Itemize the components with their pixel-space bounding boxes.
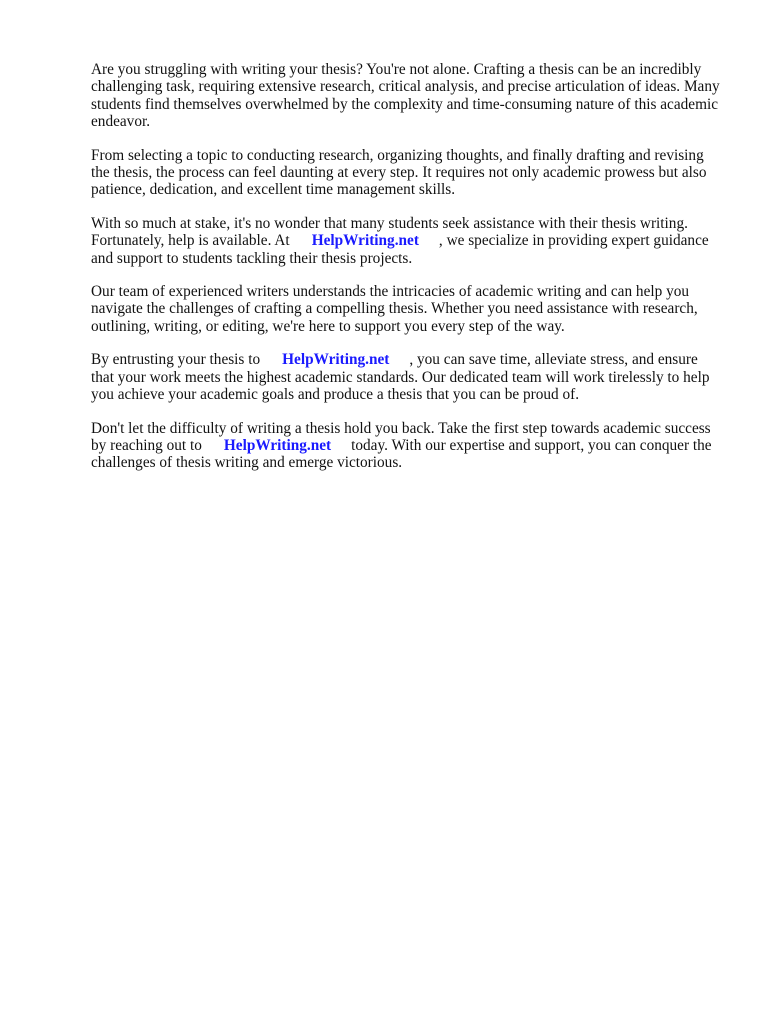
paragraph-call-to-action [91, 420, 721, 472]
document-body [91, 61, 721, 488]
paragraph-text: , you can save time, alleviate stress, and ensure that your work meets the highest academic standards. Our dedicated team will work tirelessly to help you achieve your academic goals and produce a thesis that you can be proud of. [91, 351, 710, 404]
helpwriting-link[interactable]: HelpWriting.net [282, 351, 390, 369]
helpwriting-link[interactable]: HelpWriting.net [223, 436, 332, 454]
helpwriting-link[interactable]: HelpWriting.net [311, 232, 419, 250]
paragraph-help-available [91, 215, 721, 267]
paragraph-text: today. With our expertise and support, you can conquer the challenges of thesis writing and emerge victorious. [91, 436, 712, 472]
paragraph-text: , we specialize in providing expert guidance and support to students tackling their thesis projects. [91, 232, 709, 267]
paragraph-text: With so much at stake, it's no wonder that many students seek assistance with their thesis writing. Fortunately, help is available. At [91, 214, 688, 250]
paragraph-intro: Are you struggling with writing your thesis? You're not alone. Crafting a thesis can be an incredibly challenging task, requiring extensive research, critical analysis, and precise articulation of ideas. Many students find themselves overwhelmed by the complexity and time-consuming nature of this academic endeavor. [91, 61, 720, 131]
paragraph-text: By entrusting your thesis to [91, 351, 261, 369]
paragraph-process: From selecting a topic to conducting research, organizing thoughts, and finally drafting and revising the thesis, the process can feel daunting at every step. It requires not only academic prowess but also patience, dedication, and excellent time management skills. [91, 146, 707, 199]
paragraph-team: Our team of experienced writers understands the intricacies of academic writing and can help you navigate the challenges of crafting a compelling thesis. Whether you need assistance with research, outlining, writing, or editing, we're here to support you every step of the way. [91, 283, 698, 335]
paragraph-entrusting [91, 351, 721, 403]
paragraph-text: Don't let the difficulty of writing a thesis hold you back. Take the first step towards academic success by reaching out to [91, 419, 711, 454]
